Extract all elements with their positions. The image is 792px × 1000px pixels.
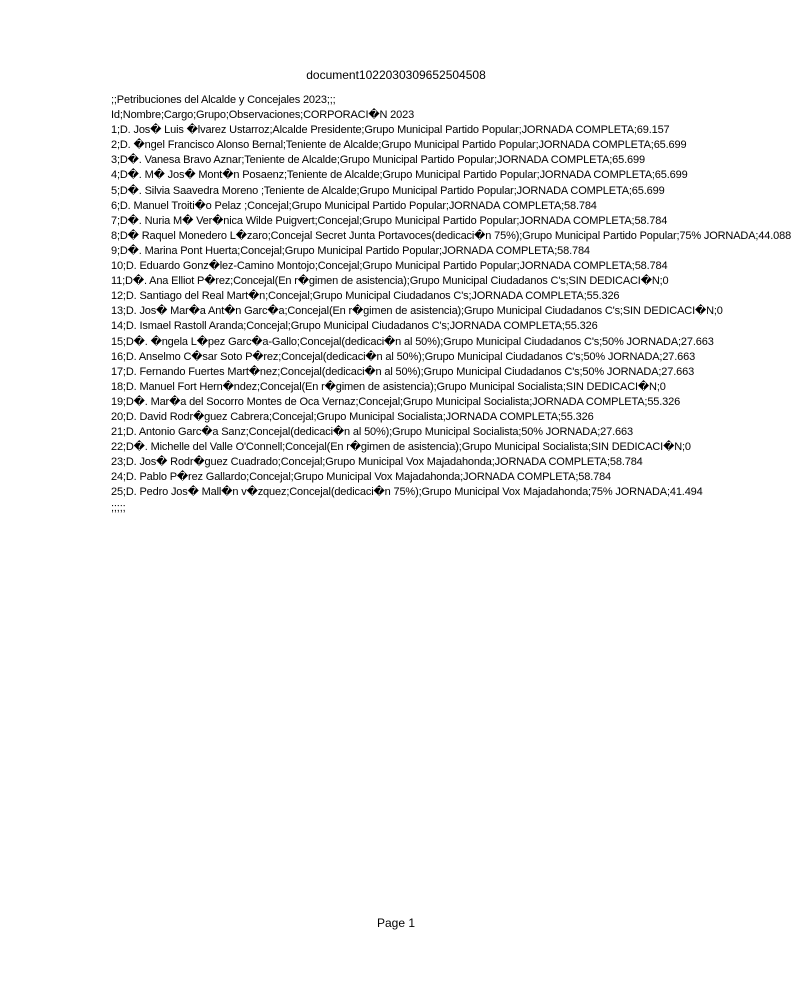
text-line: ;;Petribuciones del Alcalde y Concejales 2023;;; — [111, 94, 336, 106]
text-line: 8;D� Raquel Monedero L�zaro;Concejal Secret Junta Portavoces(dedicaci�n 75%);Grupo Municipal Partido Popular;75% JORNADA;44.088 — [111, 229, 792, 242]
text-line: 10;D. Eduardo Gonz�lez-Camino Montojo;Concejal;Grupo Municipal Partido Popular;JORNADA COMPLETA;58.784 — [111, 260, 668, 273]
text-line: 6;D. Manuel Troiti�o Pelaz ;Concejal;Grupo Municipal Partido Popular;JORNADA COMPLETA;58.784 — [111, 199, 597, 212]
text-line: Id;Nombre;Cargo;Grupo;Observaciones;CORPORACI�N 2023 — [111, 109, 415, 122]
text-line: 22;D�. Michelle del Valle O'Connell;Concejal(En r�gimen de asistencia);Grupo Municipal Socialista;SIN DEDICACI�N;0 — [111, 441, 691, 454]
text-line: 15;D�. �ngela L�pez Garc�a-Gallo;Concejal(dedicaci�n al 50%);Grupo Municipal Ciudadanos C's;50% JORNADA;27.663 — [111, 335, 714, 348]
text-line: 23;D. Jos� Rodr�guez Cuadrado;Concejal;Grupo Municipal Vox Majadahonda;JORNADA COMPLETA;58.784 — [111, 456, 643, 469]
text-line: 11;D�. Ana Elliot P�rez;Concejal(En r�gimen de asistencia);Grupo Municipal Ciudadanos C's;SIN DEDICACI�N;0 — [111, 275, 669, 288]
text-line: 20;D. David Rodr�guez Cabrera;Concejal;Grupo Municipal Socialista;JORNADA COMPLETA;55.326 — [111, 410, 594, 423]
text-line: 21;D. Antonio Garc�a Sanz;Concejal(dedicaci�n al 50%);Grupo Municipal Socialista;50% JORNADA;27.663 — [111, 426, 633, 439]
document-title: document1022030309652504508 — [306, 68, 486, 82]
text-line: 4;D�. M� Jos� Mont�n Posaenz;Teniente de Alcalde;Grupo Municipal Partido Popular;JORNADA COMPLETA;65.699 — [111, 169, 688, 182]
text-line: 13;D. Jos� Mar�a Ant�n Garc�a;Concejal(En r�gimen de asistencia);Grupo Municipal Ciudadanos C's;SIN DEDICACI�N;0 — [111, 305, 723, 318]
text-line: 16;D. Anselmo C�sar Soto P�rez;Concejal(dedicaci�n al 50%);Grupo Municipal Ciudadanos C's;50% JORNADA;27.663 — [111, 350, 696, 363]
text-line: 25;D. Pedro Jos� Mall�n v�zquez;Concejal(dedicaci�n 75%);Grupo Municipal Vox Majadahonda;75% JORNADA;41.494 — [111, 486, 703, 499]
text-line: 17;D. Fernando Fuertes Mart�nez;Concejal(dedicaci�n al 50%);Grupo Municipal Ciudadanos C's;50% JORNADA;27.663 — [111, 365, 695, 378]
text-line: 19;D�. Mar�a del Socorro Montes de Oca Vernaz;Concejal;Grupo Municipal Socialista;JORNADA COMPLETA;55.326 — [111, 395, 681, 408]
text-line: 9;D�. Marina Pont Huerta;Concejal;Grupo Municipal Partido Popular;JORNADA COMPLETA;58.784 — [111, 244, 590, 257]
text-line: ;;;;; — [111, 501, 126, 514]
document-body — [111, 93, 792, 516]
text-line: 3;D�. Vanesa Bravo Aznar;Teniente de Alcalde;Grupo Municipal Partido Popular;JORNADA COMPLETA;65.699 — [111, 154, 645, 167]
page-number: Page 1 — [376, 916, 416, 930]
text-line: 5;D�. Silvia Saavedra Moreno ;Teniente de Alcalde;Grupo Municipal Partido Popular;JORNADA COMPLETA;65.699 — [111, 184, 665, 197]
text-line: 18;D. Manuel Fort Hern�ndez;Concejal(En r�gimen de asistencia);Grupo Municipal Socialista;SIN DEDICACI�N;0 — [111, 380, 666, 393]
text-line: 1;D. Jos� Luis �lvarez Ustarroz;Alcalde Presidente;Grupo Municipal Partido Popular;JORNADA COMPLETA;69.157 — [111, 124, 670, 137]
text-line: 24;D. Pablo P�rez Gallardo;Concejal;Grupo Municipal Vox Majadahonda;JORNADA COMPLETA;58.784 — [111, 471, 612, 484]
text-line: 7;D�. Nuria M� Ver�nica Wilde Puigvert;Concejal;Grupo Municipal Partido Popular;JORNADA COMPLETA;58.784 — [111, 214, 668, 227]
text-line: 14;D. Ismael Rastoll Aranda;Concejal;Grupo Municipal Ciudadanos C's;JORNADA COMPLETA;55.326 — [111, 320, 598, 333]
text-line: 12;D. Santiago del Real Mart�n;Concejal;Grupo Municipal Ciudadanos C's;JORNADA COMPLETA;55.326 — [111, 290, 620, 303]
text-line: 2;D. �ngel Francisco Alonso Bernal;Teniente de Alcalde;Grupo Municipal Partido Popular;JORNADA COMPLETA;65.699 — [111, 139, 687, 152]
